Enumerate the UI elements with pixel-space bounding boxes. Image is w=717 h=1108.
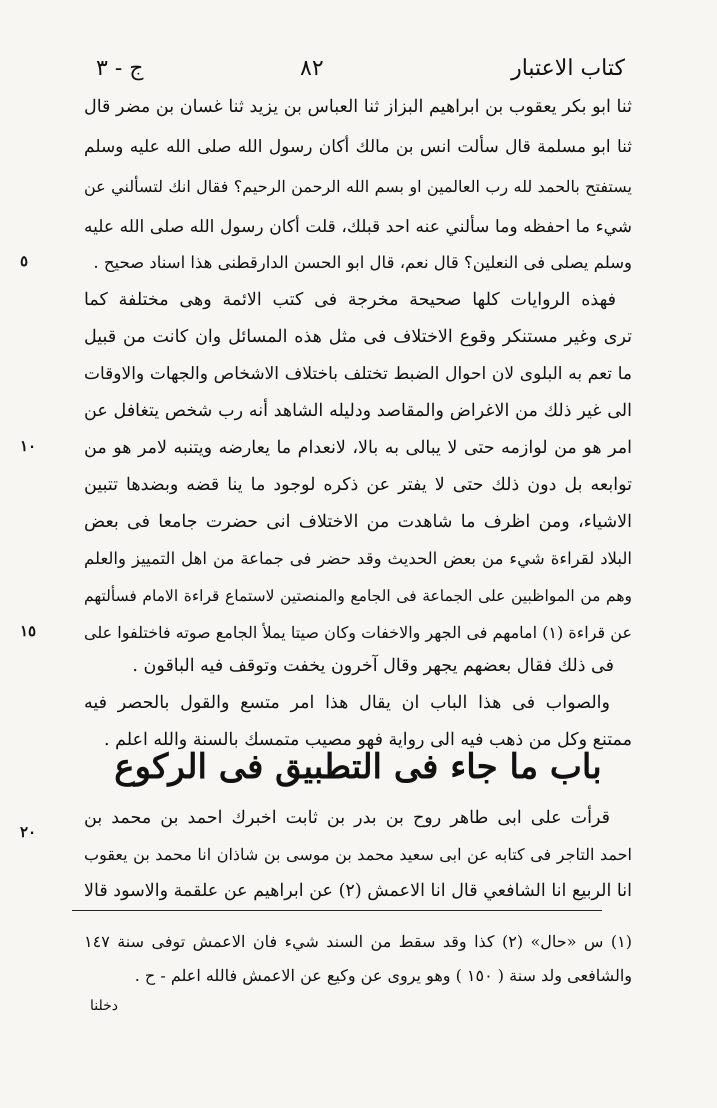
text-line: ثنا ابو مسلمة قال سألت انس بن مالك أكان رسول الله صلى الله عليه وسلم (84, 137, 632, 157)
line-number-5: ٥ (20, 252, 29, 270)
text-line: قرأت على ابى طاهر روح بن بدر بن ثابت اخبرك احمد بن محمد بن (84, 808, 610, 828)
text-line: الى غير ذلك من الاغراض والمقاصد ودليله الشاهد أنه رب شخص يتغافل عن (84, 401, 632, 421)
page-number: ٨٢ (300, 56, 324, 81)
text-line: ثنا ابو بكر يعقوب بن ابراهيم البزاز ثنا العباس بن يزيد ثنا غسان بن مضر قال (84, 97, 632, 117)
text-line: توابعه بل دون ذلك حتى لا يفتر عن ذكره لوجود ما ينا قضه وبضدها تتبين (84, 475, 632, 495)
text-line: الاشياء، ومن اظرف ما شاهدت من الاختلاف انى حضرت جامعا فى بعض (84, 512, 632, 532)
text-line: يستفتح بالحمد لله رب العالمين او بسم الله الرحمن الرحيم؟ فقال انك لتسألني عن (84, 177, 632, 196)
line-number-10: ١٠ (20, 437, 37, 455)
volume-marker: ج - ٣ (96, 56, 144, 81)
text-line: فى ذلك فقال بعضهم يجهر وقال آخرون يخفت وتوقف فيه الباقون . (132, 656, 614, 676)
text-line: والصواب فى هذا الباب ان يقال هذا امر متسع والقول بالحصر فيه (84, 693, 610, 713)
text-line: ممتنع وكل من ذهب فيه الى رواية فهو مصيب متمسك بالسنة والله اعلم . (104, 730, 632, 750)
text-line: البلاد لقراءة شيء من بعض الحديث وقد حضر فى جماعة من اهل التمييز والعلم (84, 549, 632, 568)
footnote-divider (72, 910, 602, 911)
line-number-15: ١٥ (20, 622, 37, 640)
text-line: ترى وغير مستنكر وقوع الاختلاف فى مثل هذه المسائل وان كانت من قبيل (84, 327, 632, 347)
chapter-heading: باب ما جاء فى التطبيق فى الركوع (114, 747, 602, 787)
text-line: وسلم يصلى فى النعلين؟ قال نعم، قال ابو الحسن الدارقطنى هذا اسناد صحيح . (93, 253, 632, 272)
footnote-line: (١) س «حال» (٢) كذا وقد سقط من السند شيء فان الاعمش توفى سنة ١٤٧ (84, 932, 632, 951)
line-number-20: ٢٠ (20, 823, 37, 841)
catchword: دخلنا (90, 998, 119, 1014)
text-line: ما تعم به البلوى لان احوال الضبط تختلف باختلاف الاشخاص والجهات والاوقات (84, 364, 632, 384)
text-line: فهذه الروايات كلها صحيحة مخرجة فى كتب الائمة وهى مختلفة كما (84, 290, 616, 310)
footnote-line: والشافعى ولد سنة ( ١٥٠ ) وهو يروى عن وكيع عن الاعمش فالله اعلم - ح . (134, 966, 632, 985)
text-line: امر هو من لوازمه حتى لا يبالى به بالا، لانعدام ما يعارضه ويتنبه لامر هو من (84, 438, 632, 458)
text-line: احمد التاجر فى كتابه عن ابى سعيد محمد بن موسى بن شاذان انا محمد بن يعقوب (84, 845, 632, 864)
text-line: شيء ما احفظه وما سألني عنه احد قبلك، قلت أكان رسول الله صلى الله عليه (84, 217, 632, 237)
text-line: عن قراءة (١) امامهم فى الجهر والاخفات وكان صيتا يملأ الجامع صوته فاختلفوا على (84, 623, 632, 642)
running-title: كتاب الاعتبار (511, 56, 625, 81)
text-line: وهم من المواظبين على الجماعة فى الجامع والمنصتين لاستماع قراءة الامام فسألتهم (84, 587, 632, 605)
text-line: انا الربيع انا الشافعي قال انا الاعمش (٢) عن ابراهيم عن علقمة والاسود قالا (84, 881, 632, 901)
